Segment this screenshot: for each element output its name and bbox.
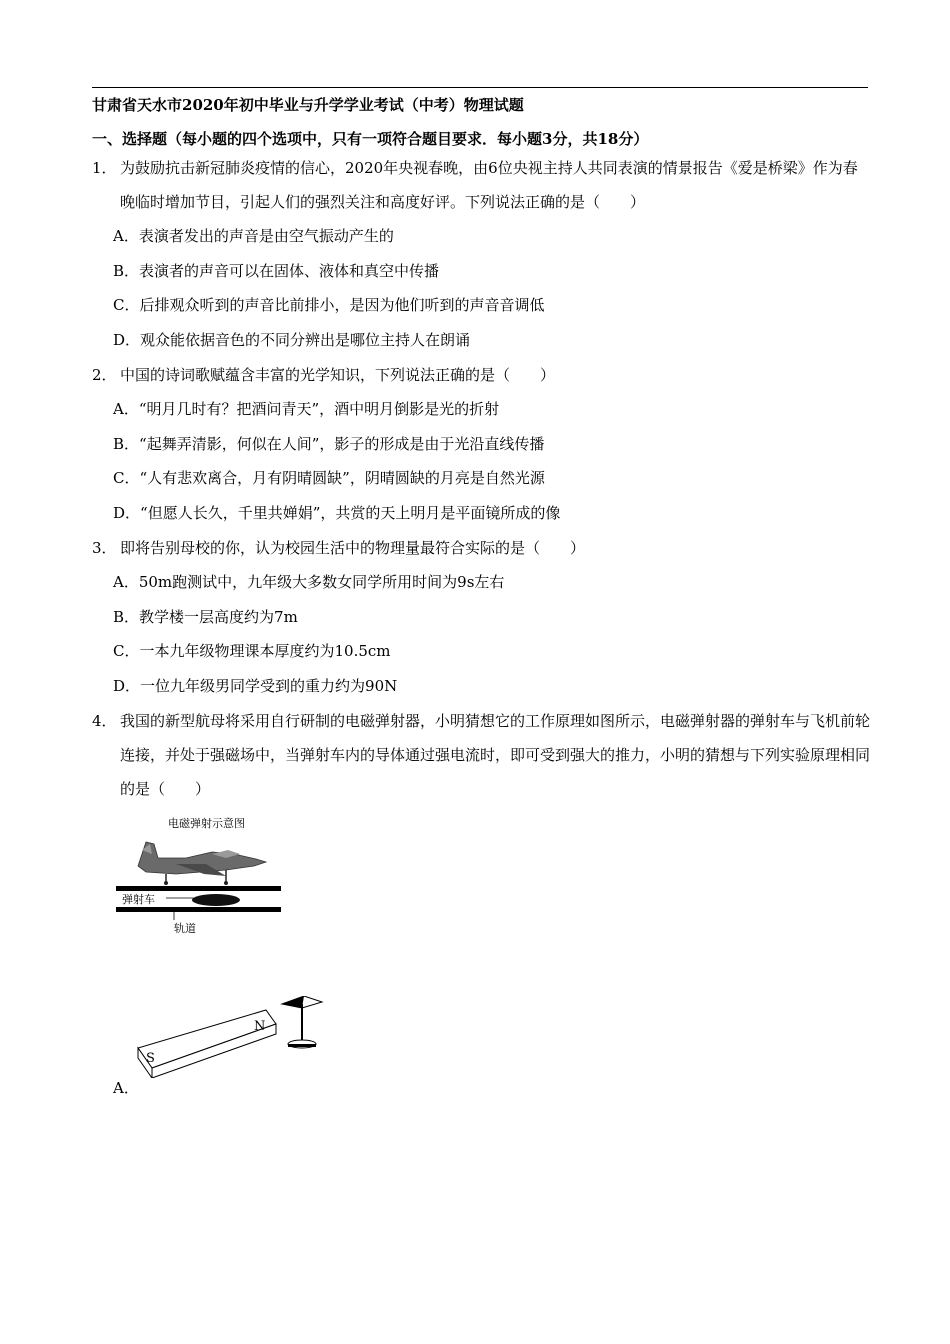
option-a: A．表演者发出的声音是由空气振动产生的 (113, 227, 394, 245)
figure-caption: 电磁弹射示意图 (168, 817, 245, 830)
question-text: 即将告别母校的你，认为校园生活中的物理量最符合实际的是（ ） (120, 539, 586, 557)
option-b: B．表演者的声音可以在固体、液体和真空中传播 (113, 261, 440, 280)
option-b: B．教学楼一层高度约为7m (113, 607, 298, 626)
option-a-figure (136, 996, 346, 1078)
upper-rail (116, 886, 281, 891)
question-text: 为鼓励抗击新冠肺炎疫情的信心，2020年央视春晚，由6位央视主持人共同表演的情景报告《爱是桥梁》作为春晚临时增加节目，引起人们的强烈关注和高度好评。下列说法正确的是（ ） (120, 159, 858, 211)
question-number: 2． (92, 366, 117, 384)
question-stem (92, 531, 872, 565)
question-number: 4． (92, 712, 117, 730)
question-1 (92, 151, 872, 357)
exam-page (92, 94, 872, 1098)
section-heading: 一、选择题（每小题的四个选项中，只有一项符合题目要求．每小题3分，共18分） (92, 130, 649, 148)
lower-rail (116, 907, 281, 912)
jet-aircraft-icon (138, 842, 266, 885)
compass-needle-icon (282, 996, 322, 1048)
question-stem (92, 704, 872, 806)
question-stem (92, 151, 872, 219)
option-c: C．后排观众听到的声音比前排小，是因为他们听到的声音音调低 (113, 296, 545, 314)
catapult-diagram (116, 814, 306, 944)
option-b: B．“起舞弄清影，何似在人间”，影子的形成是由于光沿直线传播 (113, 434, 545, 453)
header-rule (92, 87, 868, 88)
question-2 (92, 358, 872, 530)
question-number: 1． (92, 159, 117, 177)
question-4 (92, 704, 872, 806)
q4-option-a-label: A． (113, 1079, 139, 1097)
north-pole-label: N (254, 1019, 266, 1034)
option-d: D．“但愿人长久，千里共婵娟”，共赏的天上明月是平面镜所成的像 (113, 503, 561, 522)
cart-label: 弹射车 (122, 893, 155, 906)
option-c: C．“人有悲欢离合，月有阴晴圆缺”，阴晴圆缺的月亮是自然光源 (113, 469, 545, 487)
bar-magnet-icon (138, 1010, 276, 1078)
bar-magnet-svg (136, 996, 346, 1078)
option-c: C．一本九年级物理课本厚度约为10.5cm (113, 642, 391, 660)
track-label: 轨道 (174, 922, 196, 935)
option-d: D．观众能依据音色的不同分辨出是哪位主持人在朗诵 (113, 330, 471, 349)
catapult-diagram-svg (116, 814, 306, 944)
catapult-cart (192, 894, 240, 906)
question-stem (92, 358, 872, 392)
question-text: 中国的诗词歌赋蕴含丰富的光学知识，下列说法正确的是（ ） (120, 366, 556, 384)
exam-title: 甘肃省天水市2020年初中毕业与升学学业考试（中考）物理试题 (92, 96, 524, 114)
south-pole-label: S (146, 1051, 155, 1066)
option-a: A．50m跑测试中，九年级大多数女同学所用时间为9s左右 (113, 573, 505, 591)
question-3 (92, 531, 872, 703)
option-a: A．“明月几时有？把酒问青天”，酒中明月倒影是光的折射 (113, 400, 500, 418)
question-text: 我国的新型航母将采用自行研制的电磁弹射器，小明猜想它的工作原理如图所示，电磁弹射器的弹射车与飞机前轮连接，并处于强磁场中，当弹射车内的导体通过强电流时，即可受到强大的推力，小明的猜想与下列实验原理相同的是（ ） (120, 712, 871, 798)
question-number: 3． (92, 539, 117, 557)
option-d: D．一位九年级男同学受到的重力约为90N (113, 676, 398, 695)
